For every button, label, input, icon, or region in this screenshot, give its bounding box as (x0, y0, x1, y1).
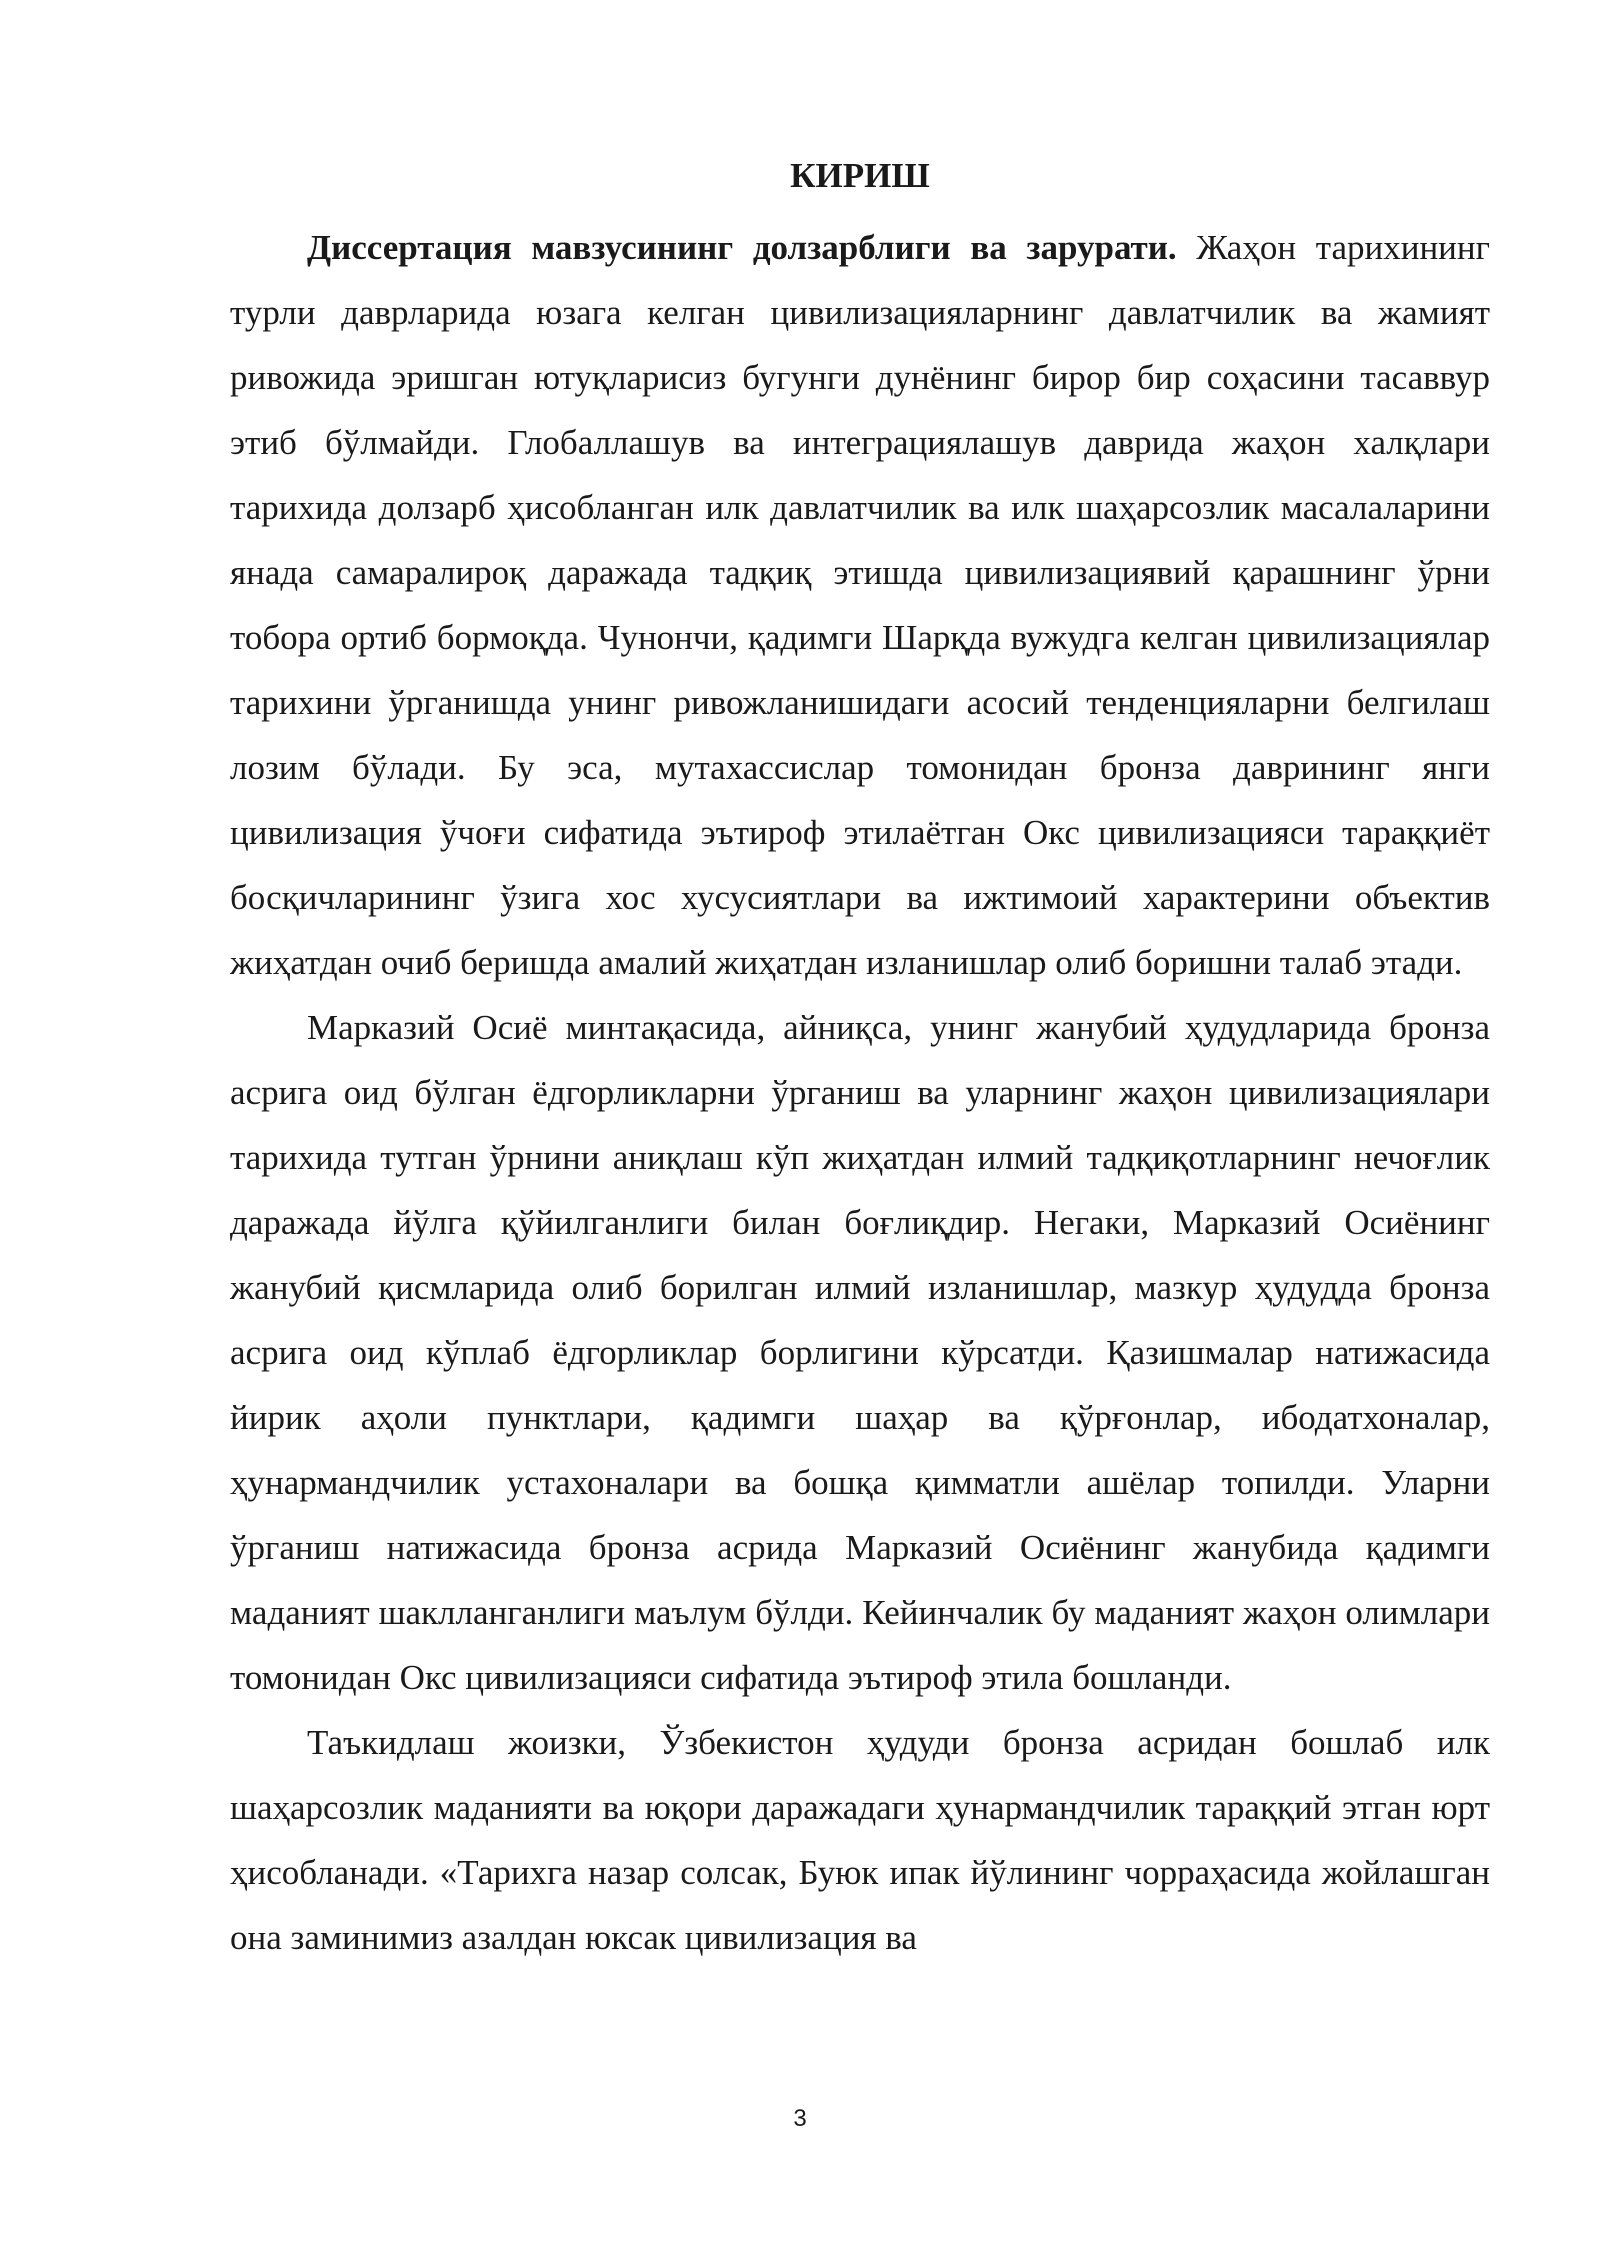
paragraph-text: Таъкидлаш жоизки, Ўзбекистон ҳудуди бронза асридан бошлаб илк шаҳарсозлик маданияти ва юқори даражадаги ҳунармандчилик тараққий этган юрт ҳисобланади. «Тарихга назар солсак, Буюк ипак йўлининг чорраҳасида жойлашган она заминимиз азалдан юксак цивилизация ва (230, 1723, 1490, 1957)
page-number: 3 (793, 2105, 807, 2132)
paragraph-text: Жаҳон тарихининг турли даврларида юзага келган цивилизацияларнинг давлатчилик ва жамият ривожида эришган ютуқларисиз бугунги дунёнинг бирор бир соҳасини тасаввур этиб бўлмайди. Глобаллашув ва интеграциялашув даврида жаҳон халқлари тарихида долзарб ҳисобланган илк давлатчилик ва илк шаҳарсозлик масалаларини янада самаралироқ даражада тадқиқ этишда цивилизациявий қарашнинг ўрни тобора ортиб бормоқда. Чунончи, қадимги Шарқда вужудга келган цивилизациялар тарихини ўрганишда унинг ривожланишидаги асосий тенденцияларни белгилаш лозим бўлади. Бу эса, мутахассислар томонидан бронза даврининг янги цивилизация ўчоғи сифатида эътироф этилаётган Окс цивилизацияси тараққиёт босқичларининг ўзига хос хусусиятлари ва ижтимоий характерини объектив жиҳатдан очиб беришда амалий жиҳатдан изланишлар олиб боришни талаб этади. (230, 228, 1490, 982)
paragraph-text: Марказий Осиё минтақасида, айниқса, унинг жанубий ҳудудларида бронза асрига оид бўлган ёдгорликларни ўрганиш ва уларнинг жаҳон цивилизациялари тарихида тутган ўрнини аниқлаш кўп жиҳатдан илмий тадқиқотларнинг нечоғлик даражада йўлга қўйилганлиги билан боғлиқдир. Негаки, Марказий Осиёнинг жанубий қисмларида олиб борилган илмий изланишлар, мазкур ҳудудда бронза асрига оид кўплаб ёдгорликлар борлигини кўрсатди. Қазишмалар натижасида йирик аҳоли пунктлари, қадимги шаҳар ва қўрғонлар, ибодатхоналар, ҳунармандчилик устахоналари ва бошқа қимматли ашёлар топилди. Уларни ўрганиш натижасида бронза асрида Марказий Осиёнинг жанубида қадимги маданият шаклланганлиги маълум бўлди. Кейинчалик бу маданият жаҳон олимлари томонидан Окс цивилизацияси сифатида эътироф этила бошланди. (230, 1008, 1490, 1697)
paragraph-uzbekistan (230, 1710, 1490, 1970)
paragraph-lead: Диссертация мавзусининг долзарблиги ва зарурати. (307, 228, 1177, 267)
document-page (230, 150, 1490, 1970)
section-title: КИРИШ (790, 156, 930, 195)
paragraph-relevance (230, 215, 1490, 995)
paragraph-central-asia (230, 995, 1490, 1710)
